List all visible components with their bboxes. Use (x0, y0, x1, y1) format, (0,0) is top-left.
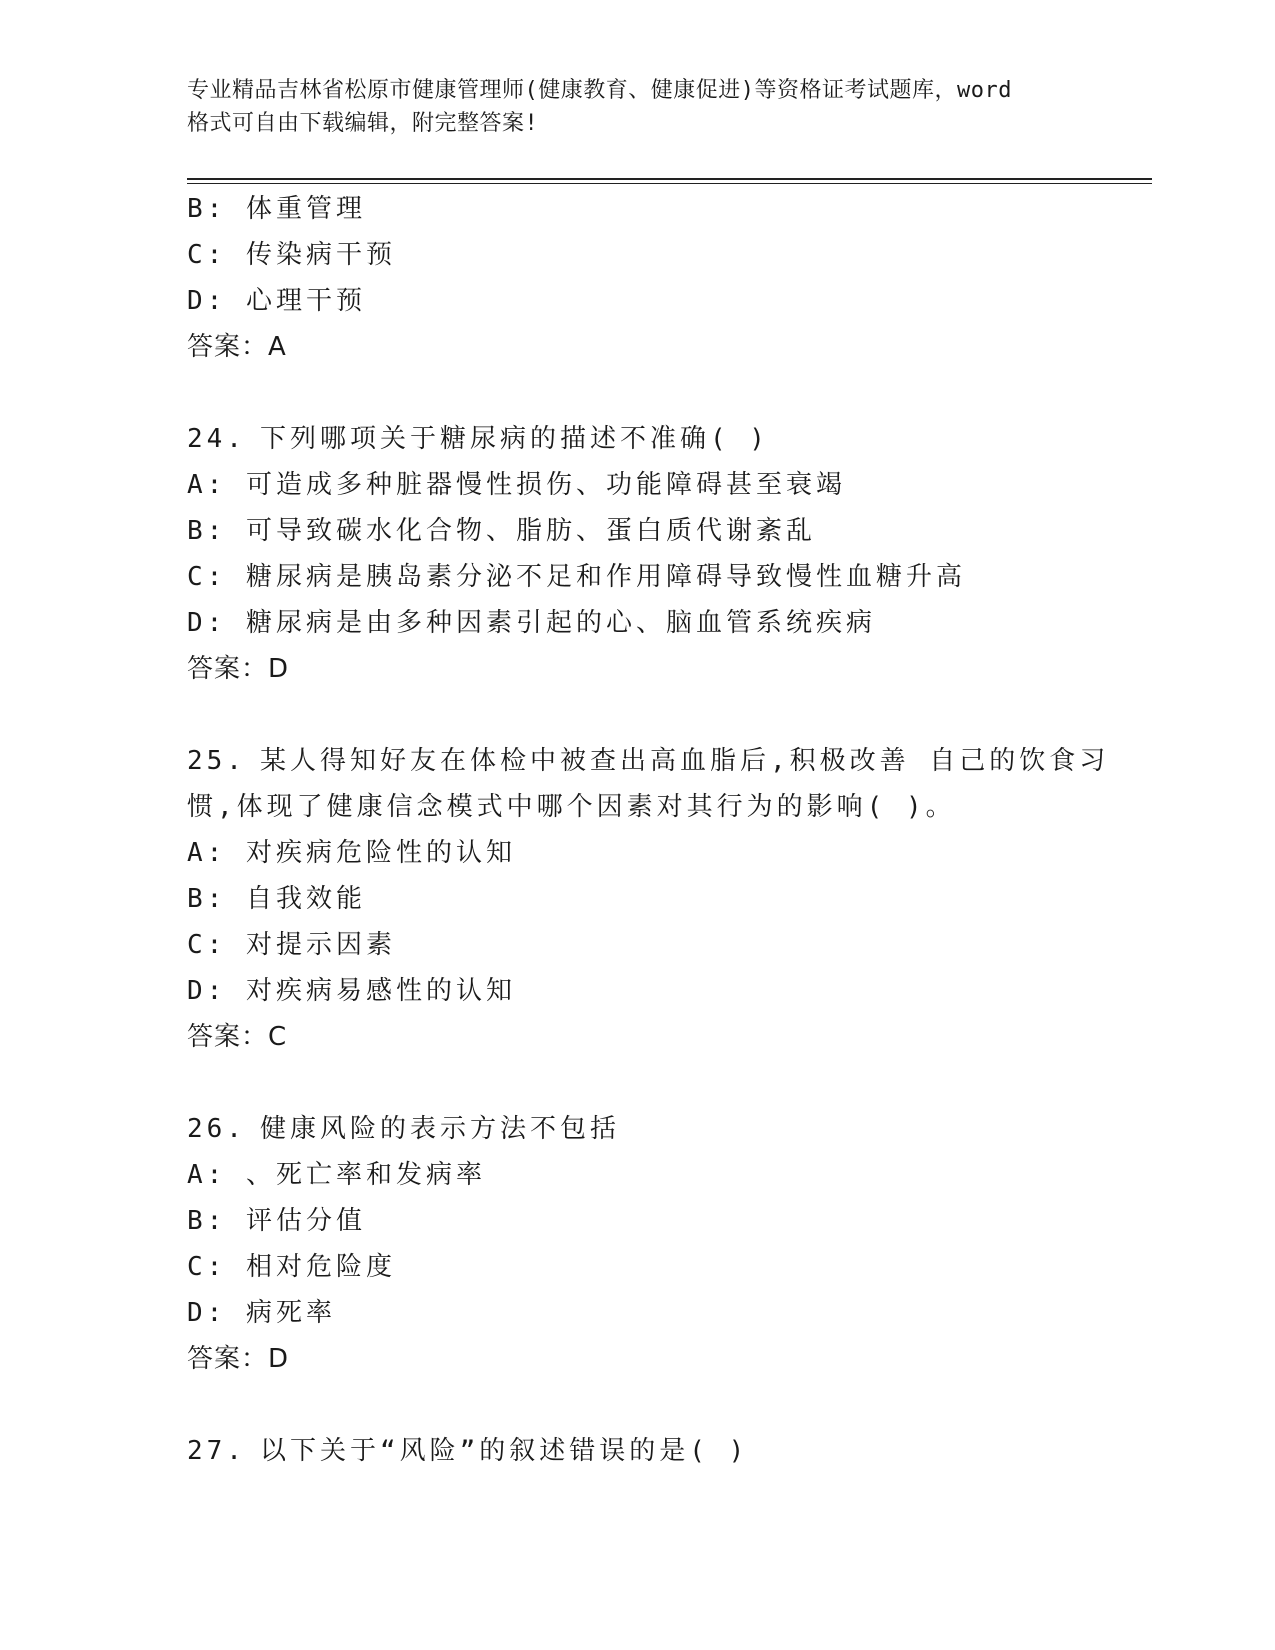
question-stem: 下列哪项关于糖尿病的描述不准确( ) (259, 424, 769, 454)
question-25 (187, 738, 1152, 1060)
header-line-2: 格式可自由下载编辑，附完整答案! (187, 111, 539, 136)
spacer (187, 692, 1152, 738)
option-c: C: 糖尿病是胰岛素分泌不足和作用障碍导致慢性血糖升高 (187, 562, 966, 592)
header-line-1: 专业精品吉林省松原市健康管理师(健康教育、健康促进)等资格证考试题库，word (187, 78, 1012, 103)
option-b: B: 自我效能 (187, 884, 366, 914)
question-number: 27. (187, 1436, 246, 1466)
spacer (187, 1382, 1152, 1428)
option-d: D: 心理干预 (187, 286, 366, 316)
option-a: A: 可造成多种脏器慢性损伤、功能障碍甚至衰竭 (187, 470, 846, 500)
page-header (187, 74, 1097, 140)
question-text (187, 738, 1152, 784)
option-b: B: 体重管理 (187, 194, 366, 224)
question-26 (187, 1106, 1152, 1382)
option-d: D: 对疾病易感性的认知 (187, 976, 516, 1006)
question-stem-line-1: 某人得知好友在体检中被查出高血脂后,积极改善 自己的饮食习 (259, 746, 1110, 776)
question-text (187, 1428, 1152, 1474)
question-24 (187, 416, 1152, 692)
question-text (187, 1106, 1152, 1152)
question-23-tail (187, 186, 1152, 370)
option-b: B: 评估分值 (187, 1206, 366, 1236)
answer-line: 答案：A (187, 332, 287, 362)
question-number: 24. (187, 424, 246, 454)
question-text (187, 416, 1152, 462)
option-c: C: 对提示因素 (187, 930, 396, 960)
question-stem: 以下关于“风险”的叙述错误的是( ) (259, 1436, 749, 1466)
option-c: C: 相对危险度 (187, 1252, 396, 1282)
question-number: 26. (187, 1114, 246, 1144)
question-list (187, 186, 1152, 1474)
spacer (187, 370, 1152, 416)
spacer (187, 1060, 1152, 1106)
option-a: A: 对疾病危险性的认知 (187, 838, 516, 868)
question-number: 25. (187, 746, 246, 776)
answer-line: 答案：D (187, 654, 290, 684)
answer-line: 答案：C (187, 1022, 288, 1052)
option-d: D: 糖尿病是由多种因素引起的心、脑血管系统疾病 (187, 608, 876, 638)
question-stem-line-2: 惯,体现了健康信念模式中哪个因素对其行为的影响( )。 (187, 792, 956, 822)
option-b: B: 可导致碳水化合物、脂肪、蛋白质代谢紊乱 (187, 516, 816, 546)
answer-line: 答案：D (187, 1344, 290, 1374)
option-c: C: 传染病干预 (187, 240, 396, 270)
option-d: D: 病死率 (187, 1298, 336, 1328)
header-divider (187, 178, 1152, 184)
option-a: A: 、死亡率和发病率 (187, 1160, 486, 1190)
question-stem: 健康风险的表示方法不包括 (259, 1114, 620, 1144)
question-27 (187, 1428, 1152, 1474)
